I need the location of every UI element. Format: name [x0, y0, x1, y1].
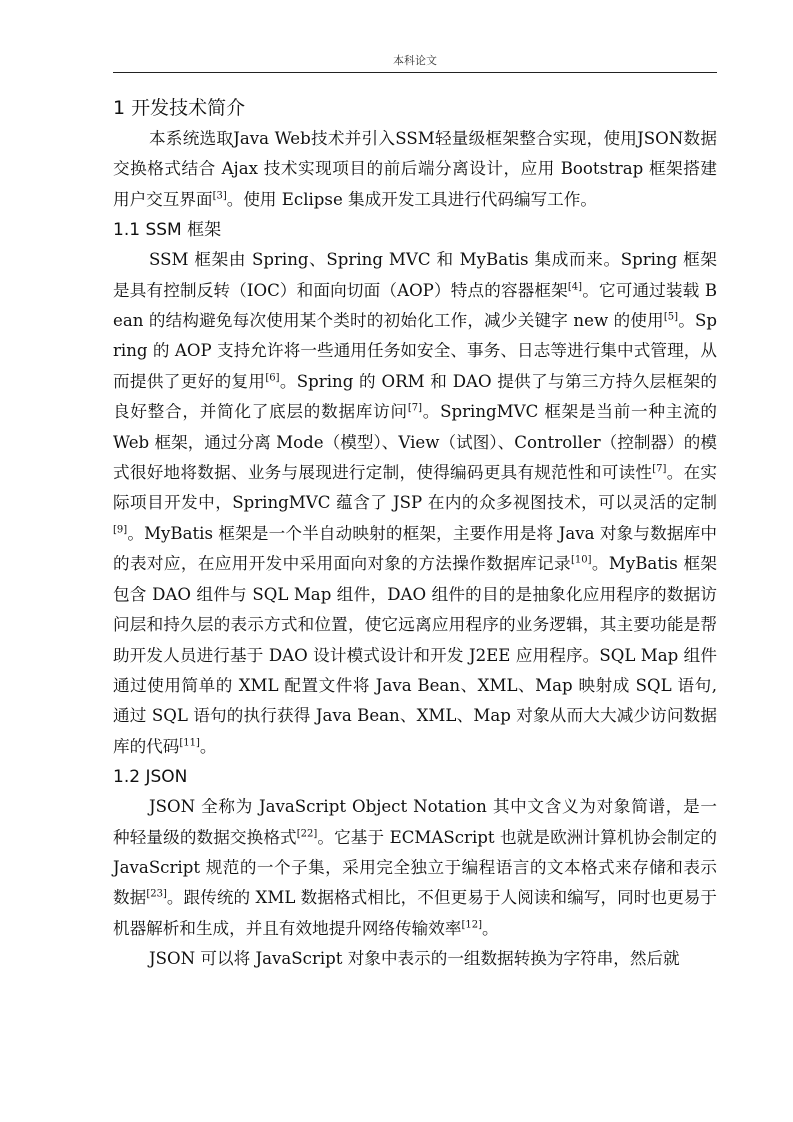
section-heading: 1.2 JSON	[113, 767, 188, 788]
citation-ref: [23]	[146, 888, 167, 900]
paragraph-text: 本系统选取Java Web技术并引入SSM轻量级框架整合实现，使用JSON数据交换格式结合 Ajax 技术实现项目的前后端分离设计，应用 Bootstrap 框架搭建用户交互界面	[113, 129, 717, 209]
citation-ref: [7]	[407, 402, 422, 414]
paragraph-text: 。	[199, 736, 217, 756]
paper-body	[113, 92, 717, 975]
paragraph-text: 。跟传统的 XML 数据格式相比，不但更易于人阅读和编写，同时也更易于机器解析和生成，并且有效地提升网络传输效率	[113, 888, 717, 938]
paragraph-text: 。它可通过装载 Bean 的结构避免每次使用某个类时的初始化工作，减少关键字 new 的使用	[113, 280, 718, 331]
paragraph	[113, 124, 717, 215]
paragraph-text: 。	[482, 918, 499, 938]
paragraph-text: 。SpringMVC 框架是当前一种主流的 Web 框架，通过分离 Mode（模型）、View（试图）、Controller（控制器）的模式很好地将数据、业务与展现进行定制，使得编码更具有规范性和可读性	[113, 402, 718, 483]
paragraph-text: JSON 全称为 JavaScript Object Notation 其中文含义为对象简谱，是一种轻量级的数据交换格式	[113, 797, 717, 847]
paragraph-text: SSM 框架由 Spring、Spring MVC 和 MyBatis 集成而来。Spring 框架是具有控制反转（IOC）和面向切面（AOP）特点的容器框架	[113, 250, 717, 300]
paragraph-text: 。Spring 的 ORM 和 DAO 提供了与第三方持久层框架的良好整合，并简化了底层的数据库访问	[113, 371, 717, 422]
paragraph-text: 。Spring 的 AOP 支持允许将一些通用任务如安全、事务、日志等进行集中式管理，从而提供了更好的复用	[113, 311, 717, 391]
paragraph-text: 。它基于 ECMAScript 也就是欧洲计算机协会制定的 JavaScript 规范的一个子集，采用完全独立于编程语言的文本格式来存储和表示数据	[113, 827, 717, 908]
paragraph-text: JSON 可以将 JavaScript 对象中表示的一组数据转换为字符串，然后就	[149, 949, 680, 969]
paragraph-text: 。MyBatis 框架是一个半自动映射的框架，主要作用是将 Java 对象与数据库中的表对应，在应用开发中采用面向对象的方法操作数据库记录	[113, 523, 717, 574]
paragraph	[113, 245, 717, 762]
paragraph-text: 。使用 Eclipse 集成开发工具进行代码编写工作。	[226, 189, 597, 209]
page-header: 本科论文	[393, 54, 437, 67]
citation-ref: [4]	[567, 281, 583, 293]
citation-ref: [9]	[113, 524, 128, 536]
paragraph-text: 。在实际项目开发中，SpringMVC 蕴含了 JSP 在内的众多视图技术，可以灵活的定制	[113, 463, 718, 513]
citation-ref: [5]	[663, 311, 679, 323]
header-rule	[113, 72, 717, 73]
citation-ref: [22]	[296, 828, 318, 839]
paragraph	[113, 944, 717, 974]
citation-ref: [12]	[461, 919, 482, 931]
section-heading: 1 开发技术简介	[113, 97, 246, 119]
citation-ref: [11]	[179, 737, 200, 749]
paragraph-text: 。MyBatis 框架包含 DAO 组件与 SQL Map 组件，DAO 组件的目的是抽象化应用程序的数据访问层和持久层的表示方式和位置，使它远离应用程序的业务逻辑，其主要功能是帮助开发人员进行基于 DAO 设计模式设计和开发 J2EE 应用程序。SQL Map 组件通过使用简单的 XML 配置文件将 Java Bean、XML、Map 映射成 SQL 语句, 通过 SQL 语句的执行获得 Java Bean、XML、Map 对象从而大大减少访问数据库的代码	[113, 554, 718, 756]
paragraph	[113, 792, 717, 944]
citation-ref: [7]	[652, 463, 667, 475]
citation-ref: [6]	[265, 372, 280, 384]
citation-ref: [3]	[212, 190, 227, 202]
section-heading: 1.1 SSM 框架	[113, 220, 222, 241]
citation-ref: [10]	[571, 554, 592, 566]
